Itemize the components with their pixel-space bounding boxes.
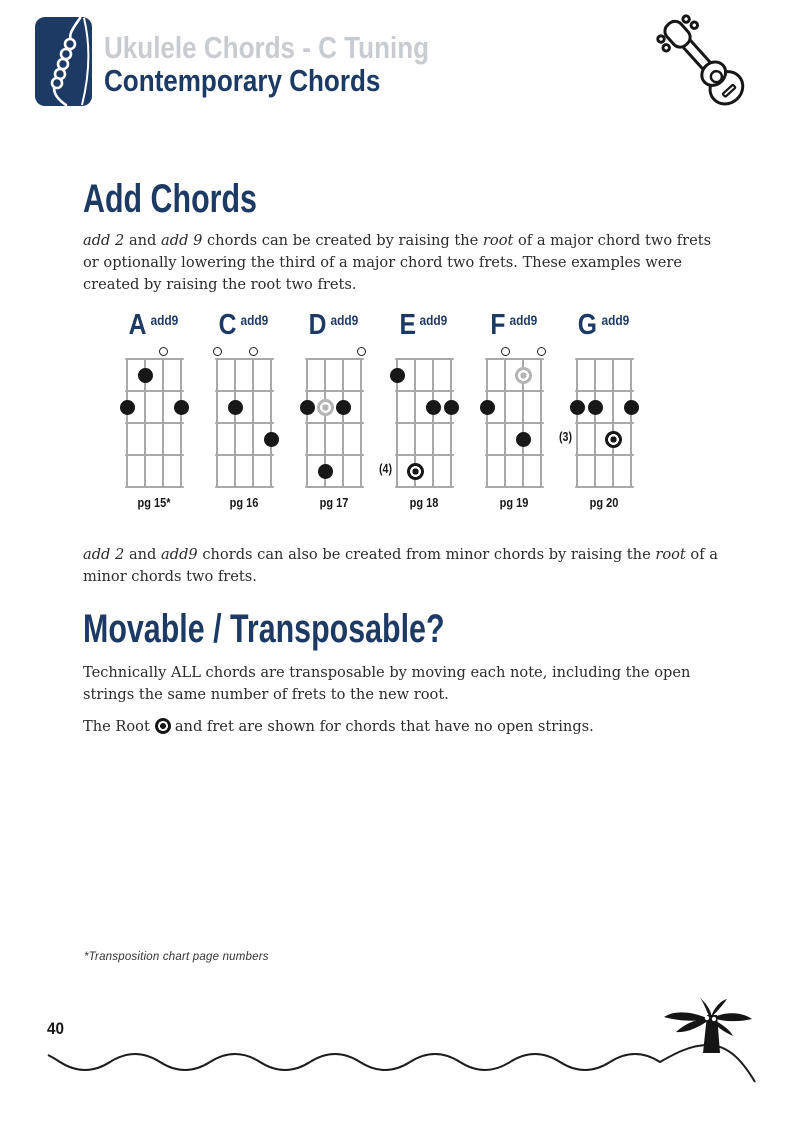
text-run: root	[482, 232, 514, 249]
page-reference: pg 20	[589, 496, 619, 510]
text-run: and	[124, 546, 162, 563]
chord-diagram-c	[199, 310, 289, 510]
string-line	[252, 359, 254, 487]
string-of-beads-logo	[35, 17, 92, 106]
text-run: of a minor chords two frets.	[83, 546, 718, 585]
fret-line	[215, 390, 274, 392]
open-string-marker	[213, 347, 222, 356]
open-string-marker	[249, 347, 258, 356]
open-string-marker	[537, 347, 546, 356]
fret-line	[575, 486, 634, 488]
fretboard-grid	[379, 359, 451, 487]
finger-dot	[570, 400, 585, 415]
chord-diagram-e	[379, 310, 469, 510]
root-text-after: and fret are shown for chords that have no open strings.	[174, 718, 594, 735]
fretboard-grid	[307, 359, 361, 487]
finger-dot	[138, 368, 153, 383]
chord-root-letter: G	[578, 309, 598, 341]
text-run: root	[655, 546, 686, 563]
fret-line	[485, 422, 544, 424]
root-text-before: The Root	[83, 718, 150, 735]
string-line	[540, 359, 542, 487]
string-line	[126, 359, 128, 487]
string-line	[342, 359, 344, 487]
string-line	[234, 359, 236, 487]
text-run: add9	[161, 546, 198, 563]
fretboard-grid	[127, 359, 181, 487]
string-line	[612, 359, 614, 487]
fret-line	[575, 358, 634, 360]
fret-line	[125, 454, 184, 456]
root-dot	[605, 431, 622, 448]
text-run: of a major chord two frets or optionally lowering the third of a major chord two frets. These examples were created by raising the root two frets.	[83, 232, 712, 293]
fret-line	[125, 422, 184, 424]
open-string-marker	[501, 347, 510, 356]
finger-dot	[480, 400, 495, 415]
finger-dot	[426, 400, 441, 415]
fret-line	[395, 454, 454, 456]
open-string-marker	[159, 347, 168, 356]
text-run: and	[124, 232, 162, 249]
text-run: add 9	[161, 232, 203, 249]
add-chords-paragraph-2	[83, 544, 731, 588]
string-line	[360, 359, 362, 487]
chord-diagram-row	[109, 310, 649, 510]
page-number: 40	[47, 1019, 65, 1038]
page-reference: pg 17	[319, 496, 349, 510]
string-line	[630, 359, 632, 487]
chord-name	[289, 310, 379, 346]
fret-line	[305, 454, 364, 456]
text-run: chords can be created by raising the	[202, 232, 483, 249]
page-subtitle: Contemporary Chords	[104, 63, 381, 98]
footnote: *Transposition chart page numbers	[84, 951, 269, 963]
finger-dot	[444, 400, 459, 415]
string-line	[216, 359, 218, 487]
fret-line	[575, 422, 634, 424]
open-string-marker	[357, 347, 366, 356]
chord-root-letter: A	[128, 309, 147, 341]
string-line	[180, 359, 182, 487]
fret-line	[575, 454, 634, 456]
chord-suffix-label: add9	[419, 312, 448, 328]
chord-root-letter: D	[308, 309, 327, 341]
chord-root-letter: F	[490, 309, 506, 341]
fret-line	[125, 358, 184, 360]
fret-number-label: (4)	[379, 462, 392, 476]
movable-paragraph-2	[83, 716, 731, 738]
fretboard-grid	[559, 359, 631, 487]
fret-line	[305, 486, 364, 488]
ukulele-icon	[640, 8, 770, 120]
fret-line	[305, 358, 364, 360]
palm-tree-island-icon	[40, 1002, 756, 1102]
string-line	[306, 359, 308, 487]
chord-diagram-d	[289, 310, 379, 510]
chord-diagram-g	[559, 310, 649, 510]
finger-dot	[264, 432, 279, 447]
fret-line	[215, 358, 274, 360]
fret-line	[395, 390, 454, 392]
fret-line	[395, 422, 454, 424]
finger-dot	[624, 400, 639, 415]
finger-dot	[174, 400, 189, 415]
section-heading-add-chords: Add Chords	[83, 177, 257, 221]
fret-line	[575, 390, 634, 392]
fret-line	[215, 422, 274, 424]
fret-line	[485, 390, 544, 392]
finger-dot	[588, 400, 603, 415]
fret-line	[395, 358, 454, 360]
page-reference: pg 19	[499, 496, 529, 510]
fret-line	[485, 486, 544, 488]
chord-name	[469, 310, 559, 346]
fret-line	[215, 486, 274, 488]
string-line	[504, 359, 506, 487]
fret-line	[125, 390, 184, 392]
chord-suffix-label: add9	[330, 312, 359, 328]
page-reference: pg 18	[409, 496, 439, 510]
string-line	[162, 359, 164, 487]
fretboard-grid	[487, 359, 541, 487]
chord-name	[559, 310, 649, 346]
finger-dot	[336, 400, 351, 415]
movable-paragraph-1: Technically ALL chords are transposable by moving each note, including the open strings the same number of frets to the new root.	[83, 664, 691, 703]
chord-root-letter: E	[399, 309, 416, 341]
string-line	[486, 359, 488, 487]
page-reference: pg 16	[229, 496, 259, 510]
optional-root-dot	[515, 367, 532, 384]
text-run: add 2	[83, 232, 125, 249]
page-header	[104, 31, 491, 97]
main-content	[83, 178, 733, 738]
fret-line	[215, 454, 274, 456]
finger-dot	[300, 400, 315, 415]
section-heading-movable: Movable / Transposable?	[83, 607, 445, 651]
chord-name	[199, 310, 289, 346]
string-line	[576, 359, 578, 487]
chord-root-letter: C	[218, 309, 237, 341]
root-dot	[407, 463, 424, 480]
fret-line	[485, 454, 544, 456]
string-line	[450, 359, 452, 487]
fretboard-grid	[217, 359, 271, 487]
string-line	[594, 359, 596, 487]
palm-tree	[664, 998, 752, 1053]
text-run: chords can also be created from minor chords by raising the	[197, 546, 656, 563]
fret-line	[125, 486, 184, 488]
optional-root-dot	[317, 399, 334, 416]
finger-dot	[120, 400, 135, 415]
fret-line	[485, 358, 544, 360]
chord-name	[109, 310, 199, 346]
finger-dot	[318, 464, 333, 479]
chord-diagram-a	[109, 310, 199, 510]
page-title: Ukulele Chords - C Tuning	[104, 30, 430, 65]
string-line	[432, 359, 434, 487]
root-bullseye-icon	[155, 718, 171, 734]
string-line	[270, 359, 272, 487]
finger-dot	[516, 432, 531, 447]
text-run: add 2	[83, 546, 125, 563]
add-chords-paragraph-1	[83, 230, 731, 296]
fret-line	[305, 390, 364, 392]
page-reference: pg 15*	[137, 496, 171, 510]
finger-dot	[390, 368, 405, 383]
chord-name	[379, 310, 469, 346]
fret-line	[395, 486, 454, 488]
chord-diagram-f	[469, 310, 559, 510]
chord-suffix-label: add9	[508, 312, 537, 328]
chord-suffix-label: add9	[601, 312, 630, 328]
chord-suffix-label: add9	[240, 312, 269, 328]
fret-number-label: (3)	[559, 430, 572, 444]
finger-dot	[228, 400, 243, 415]
fret-line	[305, 422, 364, 424]
chord-suffix-label: add9	[150, 312, 179, 328]
